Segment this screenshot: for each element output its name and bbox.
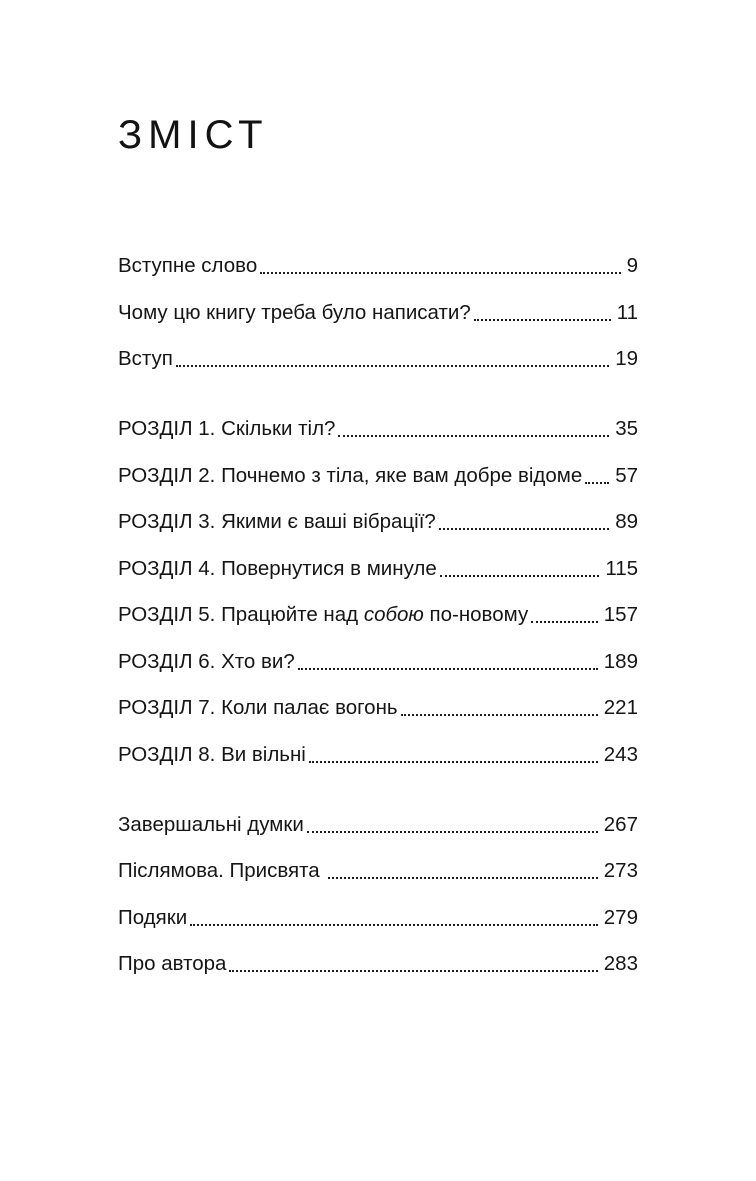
toc-entry-label: Післямова. Присвята (118, 859, 326, 882)
dot-leader (531, 621, 598, 623)
toc-entry-label: РОЗДІЛ 1. Скільки тіл? (118, 417, 336, 440)
toc-entry-label: Вступ (118, 347, 173, 370)
toc-entry[interactable] (118, 254, 638, 278)
dot-leader (229, 970, 597, 972)
page-number: 115 (605, 556, 638, 580)
dot-leader (307, 831, 598, 833)
toc-list (118, 254, 638, 976)
page-number: 189 (603, 649, 638, 673)
page-number: 89 (615, 510, 638, 533)
toc-entry-label: РОЗДІЛ 7. Коли палає вогонь (118, 696, 398, 719)
toc-entry[interactable] (118, 557, 638, 581)
dot-leader (190, 924, 598, 926)
toc-entry-label: РОЗДІЛ 3. Якими є ваші вібрації? (118, 510, 436, 533)
page-number: 9 (626, 254, 638, 277)
dot-leader (401, 714, 598, 716)
dot-leader (440, 575, 600, 577)
toc-entry-label: Подяки (118, 905, 188, 929)
toc-entry-label: РОЗДІЛ 4. Повернутися в минуле (118, 556, 437, 580)
dot-leader (585, 482, 609, 484)
toc-section-back-matter (118, 813, 638, 977)
toc-entry[interactable] (118, 603, 638, 627)
toc-entry-label: Вступне слово (118, 254, 258, 277)
page-number: 273 (603, 859, 638, 882)
toc-entry[interactable] (118, 906, 638, 930)
dot-leader (474, 319, 611, 321)
toc-entry-label: Про автора (118, 952, 227, 975)
book-toc-page (118, 0, 638, 999)
dot-leader (309, 761, 598, 763)
toc-section-front-matter (118, 254, 638, 371)
toc-entry[interactable] (118, 743, 638, 767)
page-number: 57 (615, 463, 638, 487)
toc-entry[interactable] (118, 464, 638, 488)
toc-entry[interactable] (118, 650, 638, 674)
toc-entry[interactable] (118, 813, 638, 837)
dot-leader (260, 272, 620, 274)
toc-entry-label: Завершальні думки (118, 812, 304, 836)
toc-entry[interactable] (118, 417, 638, 441)
page-number: 243 (603, 742, 638, 766)
dot-leader (338, 435, 609, 437)
toc-entry[interactable] (118, 859, 638, 883)
toc-entry[interactable] (118, 301, 638, 325)
toc-entry-label: РОЗДІЛ 2. Почнемо з тіла, яке вам добре відоме (118, 463, 583, 487)
dot-leader (176, 365, 609, 367)
page-number: 267 (603, 812, 638, 836)
page-number: 11 (616, 300, 638, 324)
page-title: ЗМІСТ (118, 113, 269, 157)
page-number: 279 (603, 905, 638, 929)
toc-entry[interactable] (118, 952, 638, 976)
page-number: 283 (603, 952, 638, 975)
toc-entry-label: РОЗДІЛ 5. Працюйте над собою по-новому (118, 603, 529, 626)
page-number: 221 (603, 696, 638, 719)
dot-leader (298, 668, 598, 670)
toc-section-chapters (118, 417, 638, 767)
dot-leader (328, 877, 597, 879)
toc-entry-label: Чому цю книгу треба було написати? (118, 300, 471, 324)
toc-entry[interactable] (118, 696, 638, 720)
toc-entry[interactable] (118, 347, 638, 371)
dot-leader (439, 528, 609, 530)
toc-entry-label: РОЗДІЛ 8. Ви вільні (118, 742, 306, 766)
page-number: 157 (603, 603, 638, 626)
toc-entry-label: РОЗДІЛ 6. Хто ви? (118, 649, 295, 673)
toc-entry[interactable] (118, 510, 638, 534)
page-number: 19 (615, 347, 638, 370)
page-number: 35 (615, 417, 638, 440)
